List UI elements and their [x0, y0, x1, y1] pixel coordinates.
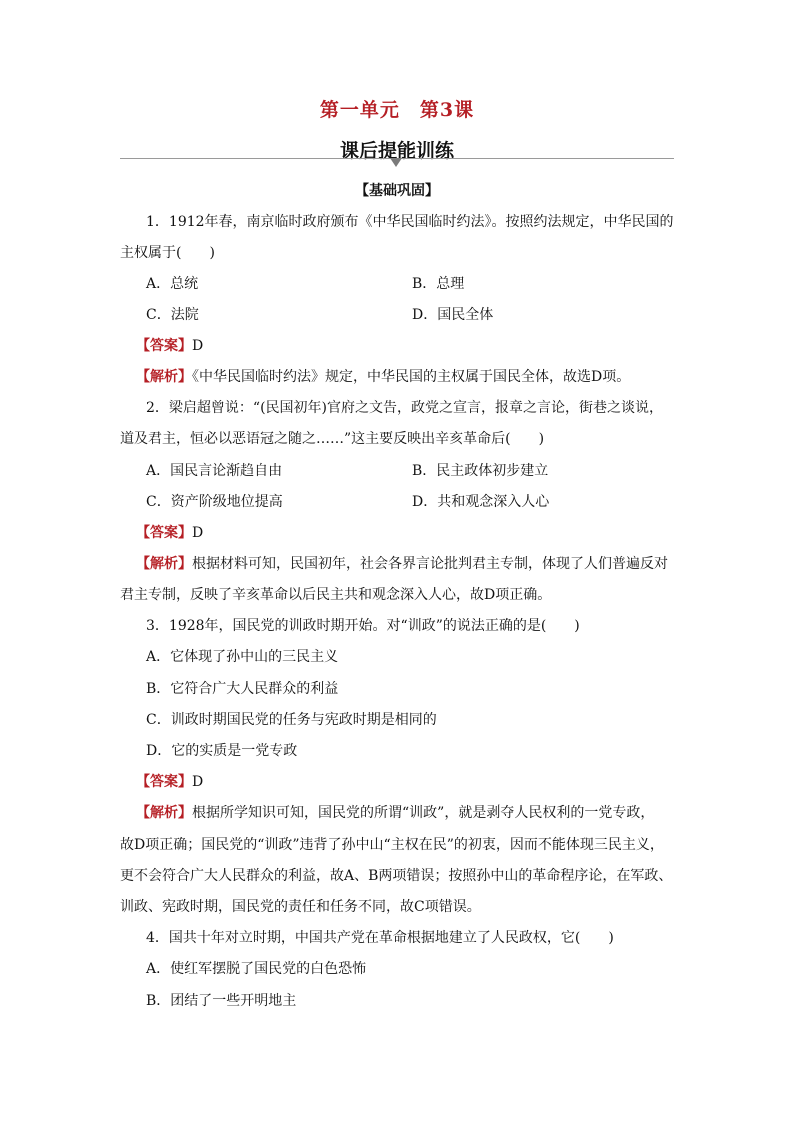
q4-option-b: B．团结了一些开明地主: [146, 993, 297, 1009]
q3-analysis-line1: 根据所学知识可知，国民党的所谓“训政”，就是剥夺人民权利的一党专政，: [192, 805, 655, 821]
divider-arrow-icon: [390, 158, 402, 167]
q2-option-b: B．民主政体初步建立: [412, 463, 549, 479]
q1-option-a: A．总统: [146, 276, 199, 292]
q1-stem-line1: 1．1912年春，南京临时政府颁布《中华民国临时约法》。按照约法规定，中华民国的: [146, 214, 674, 230]
q1-stem-line2: 主权属于( ): [120, 245, 215, 261]
analysis-tag: 【解析】: [136, 369, 192, 385]
q2-stem-line2: 道及君主，恒必以恶语冠之随之……”这主要反映出辛亥革命后( ): [120, 431, 545, 447]
analysis-tag: 【解析】: [136, 805, 192, 821]
q2-analysis-line2: 君主专制，反映了辛亥革命以后民主共和观念深入人心，故D项正确。: [120, 587, 552, 603]
q3-option-a: A．它体现了孙中山的三民主义: [146, 649, 339, 665]
q1-analysis: [136, 368, 630, 386]
q1-option-d: D．国民全体: [412, 307, 494, 323]
q3-option-d: D．它的实质是一党专政: [146, 743, 298, 759]
exercise-subtitle: 课后提能训练: [339, 140, 454, 162]
answer-tag: 【答案】: [136, 774, 192, 790]
q1-answer: [136, 337, 203, 355]
answer-tag: 【答案】: [136, 338, 192, 354]
q3-analysis-line3: 更不会符合广大人民群众的利益，故A、B两项错误；按照孙中山的革命程序论，在军政、: [120, 868, 673, 884]
q2-answer: [136, 524, 203, 542]
q2-option-a: A．国民言论渐趋自由: [146, 463, 283, 479]
q1-analysis-line1: 《中华民国临时约法》规定，中华民国的主权属于国民全体，故选D项。: [192, 369, 631, 385]
q3-analysis-line4: 训政、宪政时期，国民党的责任和任务不同，故C项错误。: [120, 899, 481, 915]
q1-answer-value: D: [192, 338, 204, 354]
q3-stem-line1: 3．1928年，国民党的训政时期开始。对“训政”的说法正确的是( ): [146, 618, 580, 634]
lesson-title: 第一单元 第3课: [319, 99, 475, 121]
q1-option-b: B．总理: [412, 276, 465, 292]
q3-answer-value: D: [192, 774, 204, 790]
q4-stem-line1: 4．国共十年对立时期，中国共产党在革命根据地建立了人民政权，它( ): [146, 930, 614, 946]
q3-answer: [136, 773, 203, 791]
answer-tag: 【答案】: [136, 525, 192, 541]
q2-analysis-line1: 根据材料可知，民国初年，社会各界言论批判君主专制，体现了人们普遍反对: [192, 556, 668, 572]
q2-option-c: C．资产阶级地位提高: [146, 494, 283, 510]
q2-analysis: [136, 555, 668, 573]
q2-option-d: D．共和观念深入人心: [412, 494, 550, 510]
q3-option-c: C．训政时期国民党的任务与宪政时期是相同的: [146, 712, 437, 728]
q2-stem-line1: 2．梁启超曾说：“(民国初年)官府之文告，政党之宣言，报章之言论，街巷之谈说，: [146, 400, 663, 416]
q3-analysis-line2: 故D项正确；国民党的“训政”违背了孙中山“主权在民”的初衷，因而不能体现三民主义，: [120, 837, 664, 853]
q4-option-a: A．使红军摆脱了国民党的白色恐怖: [146, 961, 367, 977]
q2-answer-value: D: [192, 525, 204, 541]
q3-option-b: B．它符合广大人民群众的利益: [146, 681, 339, 697]
section-heading: 【基础巩固】: [355, 183, 439, 199]
q3-analysis: [136, 804, 654, 822]
q1-option-c: C．法院: [146, 307, 199, 323]
analysis-tag: 【解析】: [136, 556, 192, 572]
